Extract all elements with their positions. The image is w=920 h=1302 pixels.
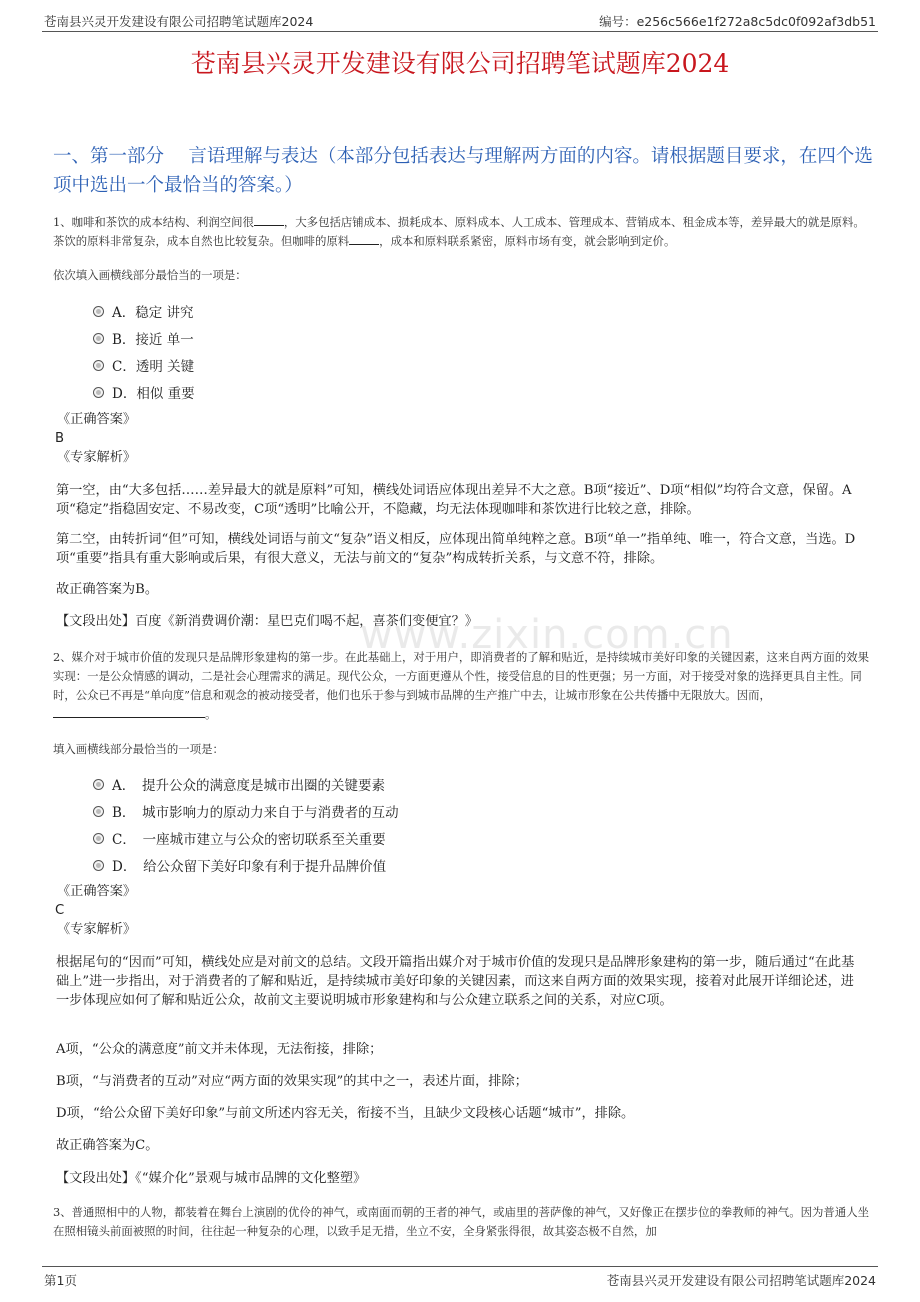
q3-stem: 3、普通照相中的人物，都装着在舞台上演剧的优伶的神气，或南面而朝的王者的神气，或庙里的菩萨像的神气，又好像正在摆步位的拳教师的神气。因为普通人坐在照相镜头前面被照的时间，往往起一种复杂的心理，以致手足无措，坐立不安，全身紧张得很，故其姿态极不自然，加 bbox=[53, 1205, 869, 1238]
q1-stem-part-a: 1、咖啡和茶饮的成本结构、利润空间很 bbox=[53, 215, 254, 229]
radio-icon[interactable] bbox=[93, 806, 104, 817]
q2-analysis-b: B项，“与消费者的互动”对应“两方面的效果实现”的其中之一，表述片面，排除； bbox=[56, 1074, 528, 1089]
header-rule bbox=[42, 31, 878, 32]
q1-conclusion: 故正确答案为B。 bbox=[56, 582, 159, 597]
q2-answer-label: 《正确答案》 bbox=[57, 884, 137, 899]
q1-answer: B bbox=[55, 431, 65, 446]
q1-option-d-label: D．相似 重要 bbox=[112, 386, 195, 402]
radio-icon[interactable] bbox=[93, 860, 104, 871]
q2-source: 【文段出处】《“媒介化”景观与城市品牌的文化整塑》 bbox=[56, 1171, 367, 1186]
q1-analysis-label: 《专家解析》 bbox=[57, 450, 137, 465]
q2-analysis-d: D项，“给公众留下美好印象”与前文所述内容无关，衔接不当，且缺少文段核心话题“城市”，排除。 bbox=[56, 1106, 635, 1121]
footer-rule bbox=[42, 1266, 878, 1267]
footer-doc-title: 苍南县兴灵开发建设有限公司招聘笔试题库2024 bbox=[606, 1273, 876, 1288]
q2-analysis-1: 根据尾句的“因而”可知，横线处应是对前文的总结。文段开篇指出媒介对于城市价值的发现只是品牌形象建构的第一步，随后通过“在此基础上”进一步指出，对于消费者的了解和贴近，是持续城市美好印象的关键因素，而这来自两方面的效果实现，接着对此展开详细论述，进一步体现应如何了解和贴近公众，故前文主要说明城市形象建构和与公众建立联系之间的关系，对应C项。 bbox=[56, 955, 855, 1008]
q1-option-c[interactable] bbox=[93, 355, 194, 375]
q2-option-a[interactable] bbox=[93, 774, 385, 794]
radio-icon[interactable] bbox=[93, 360, 104, 371]
q1-option-a-label: A．稳定 讲究 bbox=[112, 305, 194, 321]
q2-option-c-label: C． 一座城市建立与公众的密切联系至关重要 bbox=[112, 832, 386, 848]
q2-stem-end: 。 bbox=[205, 707, 217, 721]
q2-option-d-label: D． 给公众留下美好印象有利于提升品牌价值 bbox=[112, 859, 387, 875]
q1-stem-part-c: ，成本和原料联系紧密，原料市场有变，就会影响到定价。 bbox=[379, 234, 676, 248]
q2-analysis-a: A项，“公众的满意度”前文并未体现，无法衔接，排除； bbox=[56, 1042, 383, 1057]
q2-analysis-label: 《专家解析》 bbox=[57, 922, 137, 937]
radio-icon[interactable] bbox=[93, 387, 104, 398]
radio-icon[interactable] bbox=[93, 306, 104, 317]
radio-icon[interactable] bbox=[93, 779, 104, 790]
q2-option-b-label: B． 城市影响力的原动力来自于与消费者的互动 bbox=[112, 805, 399, 821]
q1-option-b[interactable] bbox=[93, 328, 194, 348]
radio-icon[interactable] bbox=[93, 833, 104, 844]
q1-prompt: 依次填入画横线部分最恰当的一项是： bbox=[53, 268, 247, 282]
q2-conclusion: 故正确答案为C。 bbox=[56, 1138, 159, 1153]
section-heading: 一、第一部分 言语理解与表达（本部分包括表达与理解两方面的内容。请根据题目要求，在四个选项中选出一个最恰当的答案。） bbox=[53, 146, 873, 196]
q2-prompt: 填入画横线部分最恰当的一项是： bbox=[53, 742, 224, 756]
header-doc-title: 苍南县兴灵开发建设有限公司招聘笔试题库2024 bbox=[44, 14, 314, 29]
q1-option-a[interactable] bbox=[93, 301, 194, 321]
q1-stem-part-b: ，大多包括店铺成本、损耗成本、原料成本、人工成本、管理成本、营销成本、租金成本等，差异最大的就是原料。茶饮的原料非常复杂，成本自然也比较复杂。但咖啡的原料 bbox=[53, 215, 865, 248]
q1-blank-2 bbox=[349, 244, 379, 245]
q1-option-b-label: B．接近 单一 bbox=[112, 332, 194, 348]
q2-option-a-label: A． 提升公众的满意度是城市出圈的关键要素 bbox=[112, 778, 385, 794]
q2-option-b[interactable] bbox=[93, 801, 399, 821]
q2-stem bbox=[53, 648, 871, 724]
q2-stem-text: 2、媒介对于城市价值的发现只是品牌形象建构的第一步。在此基础上，对于用户，即消费者的了解和贴近，是持续城市美好印象的关键因素，这来自两方面的效果实现：一是公众情感的调动，二是社会心理需求的满足。现代公众，一方面更遵从个性，接受信息的目的性更强；另一方面，对于接受对象的选择更具自主性。同时，公众已不再是“单向度”信息和观念的被动接受者，他们也乐于参与到城市品牌的生产推广中去，让城市形象在公共传播中无限放大。因而， bbox=[53, 650, 869, 702]
q1-answer-label: 《正确答案》 bbox=[57, 412, 137, 427]
radio-icon[interactable] bbox=[93, 333, 104, 344]
q1-option-c-label: C．透明 关键 bbox=[112, 359, 195, 375]
q2-answer: C bbox=[55, 903, 65, 918]
q2-option-c[interactable] bbox=[93, 828, 386, 848]
q1-analysis-1: 第一空，由“大多包括……差异最大的就是原料”可知，横线处词语应体现出差异不大之意。B项“接近”、D项“相似”均符合文意，保留。A项“稳定”指稳固安定、不易改变，C项“透明”比喻公开，不隐藏，均无法体现咖啡和茶饮进行比较之意，排除。 bbox=[56, 483, 852, 517]
footer-page-number: 第1页 bbox=[44, 1273, 77, 1288]
q1-analysis-2: 第二空，由转折词“但”可知，横线处词语与前文“复杂”语义相反，应体现出简单纯粹之意。B项“单一”指单纯、唯一，符合文意，当选。D项“重要”指具有重大影响或后果，有很大意义，无法与前文的“复杂”构成转折关系，与文意不符，排除。 bbox=[56, 532, 856, 566]
q1-option-d[interactable] bbox=[93, 382, 195, 402]
q1-stem bbox=[53, 213, 871, 251]
page-title: 苍南县兴灵开发建设有限公司招聘笔试题库2024 bbox=[190, 49, 730, 78]
q1-source: 【文段出处】百度《新消费调价潮：星巴克们喝不起，喜茶们变便宜？》 bbox=[56, 614, 478, 629]
q1-blank-1 bbox=[254, 225, 284, 226]
watermark: www.zixin.com.cn bbox=[360, 612, 734, 658]
q2-option-d[interactable] bbox=[93, 855, 386, 875]
q2-blank bbox=[53, 717, 205, 718]
header-doc-id: 编号：e256c566e1f272a8c5dc0f092af3db51 bbox=[599, 14, 876, 29]
